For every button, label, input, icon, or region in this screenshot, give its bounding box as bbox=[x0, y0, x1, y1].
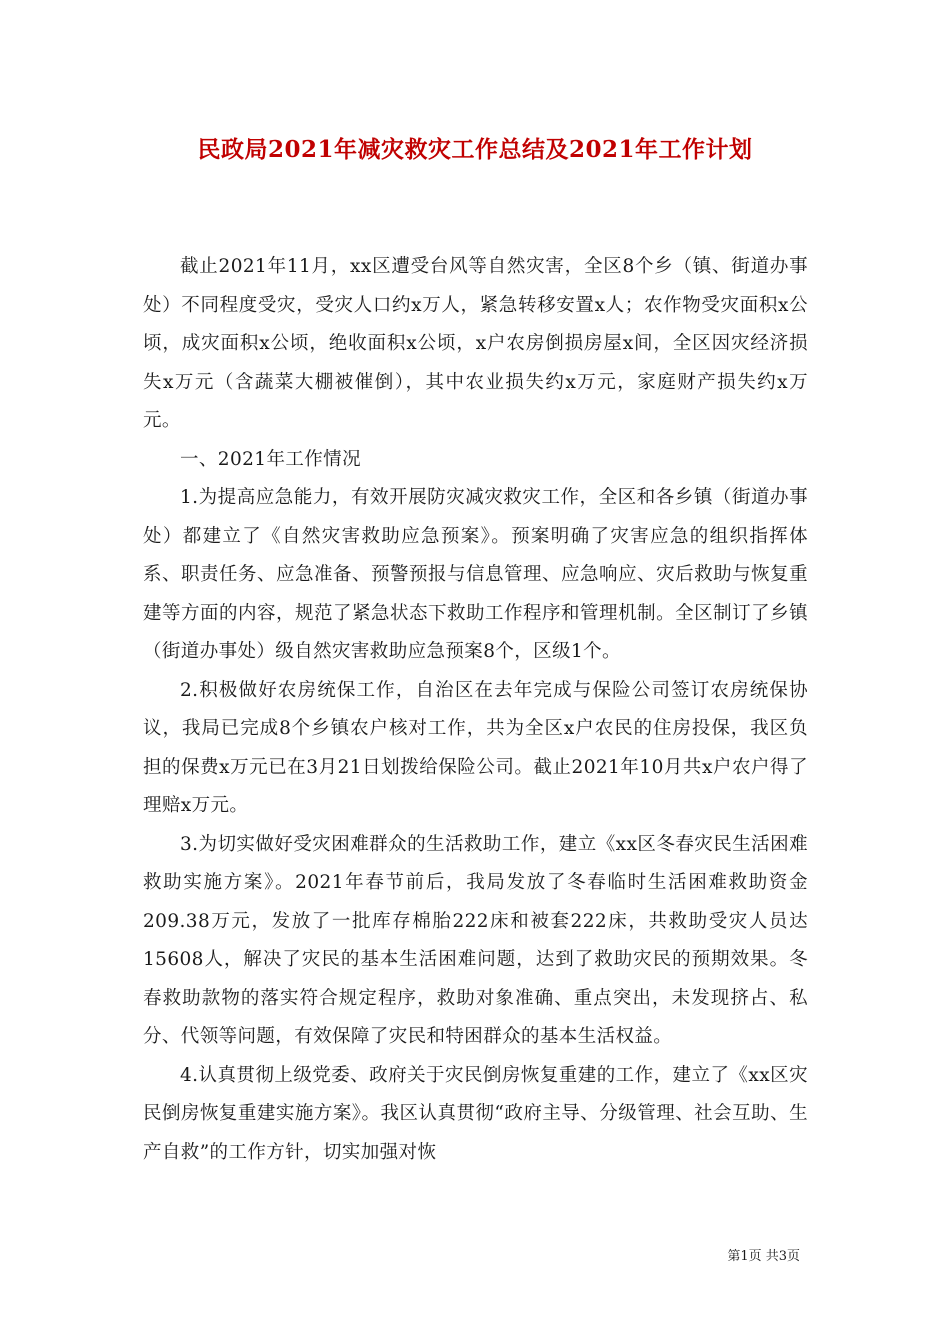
paragraph-item-3: 3.为切实做好受灾困难群众的生活救助工作，建立《xx区冬春灾民生活困难救助实施方案》。2021年春节前后，我局发放了冬春临时生活困难救助资金209.38万元，发放了一批库存棉胎222床和被套222床，共救助受灾人员达15608人，解决了灾民的基本生活困难问题，达到了救助灾民的预期效果。冬春救助款物的落实符合规定程序，救助对象准确、重点突出，未发现挤占、私分、代领等问题，有效保障了灾民和特困群众的基本生活权益。 bbox=[143, 833, 808, 1047]
document-body bbox=[143, 248, 808, 1172]
paragraph-intro: 截止2021年11月，xx区遭受台风等自然灾害，全区8个乡（镇、街道办事处）不同程度受灾，受灾人口约x万人，紧急转移安置x人；农作物受灾面积x公顷，成灾面积x公顷，绝收面积x公顷，x户农房倒损房屋x间，全区因灾经济损失x万元（含蔬菜大棚被催倒），其中农业损失约x万元，家庭财产损失约x万元。 bbox=[143, 256, 808, 431]
paragraph-item-2: 2.积极做好农房统保工作，自治区在去年完成与保险公司签订农房统保协议，我局已完成8个乡镇农户核对工作，共为全区x户农民的住房投保，我区负担的保费x万元已在3月21日划拨给保险公司。截止2021年10月共x户农户得了理赔x万元。 bbox=[143, 679, 808, 816]
page-footer: 第1页 共3页 bbox=[727, 1249, 800, 1264]
section-heading: 一、2021年工作情况 bbox=[180, 448, 361, 470]
paragraph-item-4: 4.认真贯彻上级党委、政府关于灾民倒房恢复重建的工作，建立了《xx区灾民倒房恢复重建实施方案》。我区认真贯彻“政府主导、分级管理、社会互助、生产自救”的工作方针，切实加强对恢 bbox=[143, 1064, 808, 1163]
paragraph-item-1: 1.为提高应急能力，有效开展防灾减灾救灾工作，全区和各乡镇（街道办事处）都建立了《自然灾害救助应急预案》。预案明确了灾害应急的组织指挥体系、职责任务、应急准备、预警预报与信息管理、应急响应、灾后救助与恢复重建等方面的内容，规范了紧急状态下救助工作程序和管理机制。全区制订了乡镇（街道办事处）级自然灾害救助应急预案8个，区级1个。 bbox=[143, 487, 808, 662]
document-title: 民政局2021年减灾救灾工作总结及2021年工作计划 bbox=[197, 136, 753, 163]
